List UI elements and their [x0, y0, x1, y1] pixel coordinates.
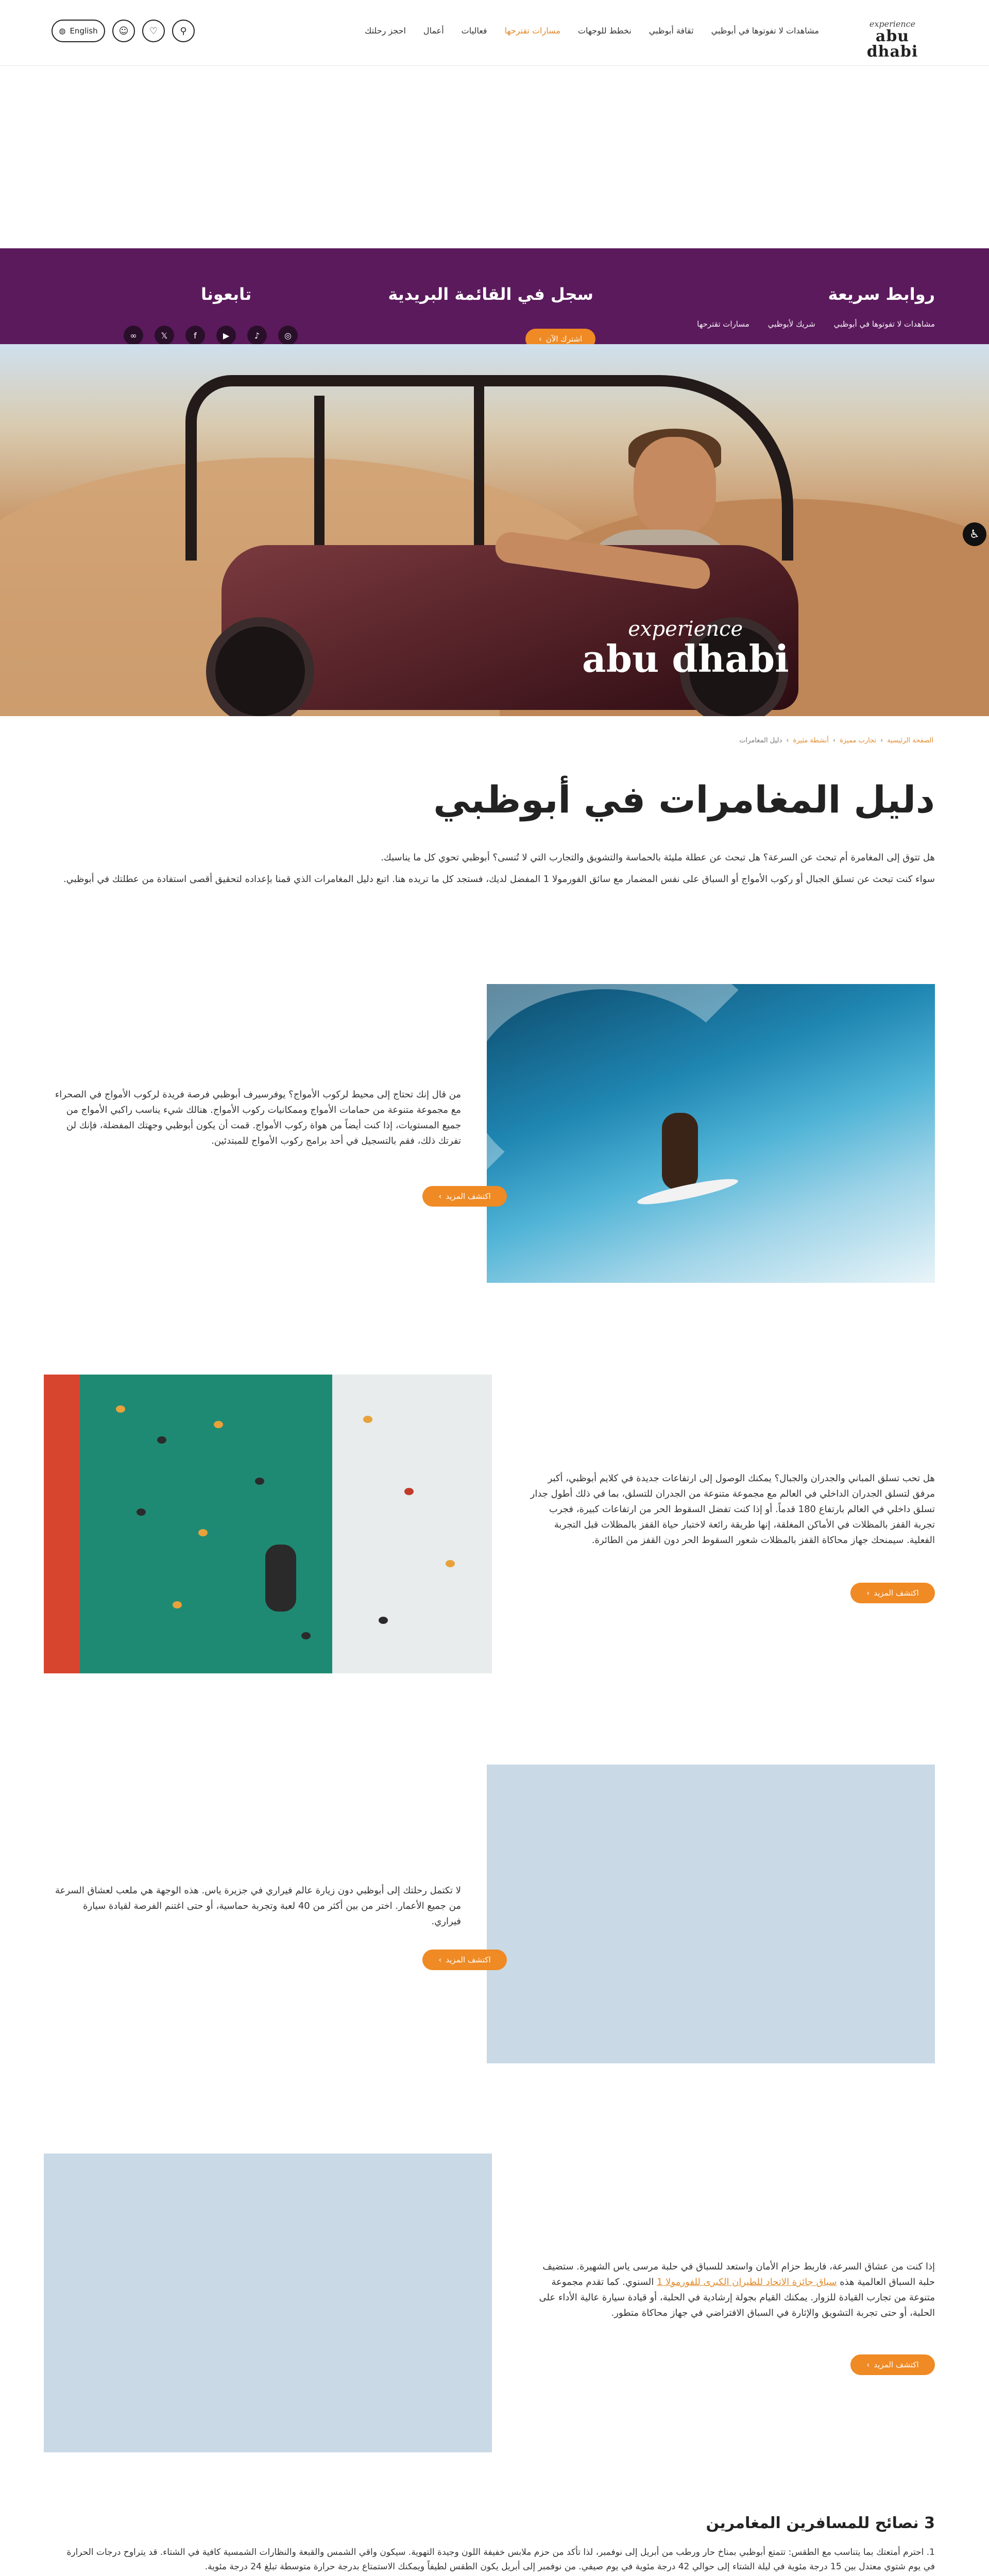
- climbing-image: [44, 1375, 492, 1673]
- hero-image: [0, 344, 989, 716]
- discover-more-button[interactable]: اكتشف المزيد ›: [422, 1186, 507, 1207]
- instagram-icon[interactable]: ◎: [278, 326, 298, 345]
- accessibility-button[interactable]: [963, 522, 986, 546]
- search-button[interactable]: [172, 20, 195, 42]
- language-label: English: [70, 26, 98, 36]
- discover-more-button[interactable]: اكتشف المزيد ›: [850, 2354, 935, 2375]
- logo[interactable]: [850, 20, 935, 60]
- subscribe-label: اشترك الآن: [545, 334, 583, 344]
- arrow-icon: ›: [866, 2360, 870, 2369]
- yas-marina-image: [44, 2154, 492, 2452]
- climber: [265, 1545, 296, 1612]
- nav-item-must-see[interactable]: مشاهدات لا تفوتوها في أبوظبي: [711, 26, 819, 36]
- dune-buggy: [185, 375, 814, 715]
- social-links: [124, 326, 298, 345]
- breadcrumb-separator: ›: [880, 737, 883, 744]
- tripadvisor-icon[interactable]: ∞: [124, 326, 143, 345]
- breadcrumb-item[interactable]: أنشطة مثيرة: [793, 737, 829, 744]
- quick-links: [697, 284, 935, 329]
- nav-item-plan[interactable]: نخطط للوجهات: [577, 26, 632, 36]
- ferrari-world-image: [487, 1765, 935, 2063]
- page-title: دليل المغامرات في أبوظبي: [433, 778, 935, 821]
- quick-links-title: روابط سريعة: [828, 284, 935, 304]
- arrow-icon: ›: [866, 1588, 870, 1598]
- intro-paragraph: هل تتوق إلى المغامرة أم تبحث عن السرعة؟ هل تبحث عن عطلة مليئة بالحماسة والتشويق والتجارب التي لا تُنسى؟ أبوظبي تحوي كل ما يناسبك.: [381, 852, 935, 863]
- user-button[interactable]: [112, 20, 135, 42]
- header-tools: [52, 20, 195, 42]
- tips-list: [54, 2545, 935, 2576]
- nav-item-book[interactable]: احجز رحلتك: [365, 26, 406, 36]
- site-header: [0, 0, 989, 66]
- arrow-icon: ›: [538, 334, 542, 344]
- formula1-link[interactable]: سباق جائزة الاتحاد للطيران الكبرى للفورمولا 1: [656, 2277, 837, 2287]
- breadcrumb-item[interactable]: تجارب مميزة: [840, 737, 877, 744]
- breadcrumb-item[interactable]: الصفحة الرئيسية: [887, 737, 933, 744]
- intro-paragraph: سواء كنت تبحث عن تسلق الجبال أو ركوب الأمواج أو السباق على نفس المضمار مع سائق الفورمولا 1 المفضل لديك، فستجد كل ما تريده هنا. اتبع دليل المغامرات الذي قمنا بإعداده لتحقيق أقصى استفادة من عطلتك في أبوظبي.: [63, 874, 935, 885]
- discover-more-button[interactable]: اكتشف المزيد ›: [850, 1583, 935, 1603]
- nav-item-business[interactable]: أعمال: [423, 26, 444, 36]
- nav-item-culture[interactable]: ثقافة أبوظبي: [649, 26, 694, 36]
- newsletter: [388, 284, 593, 304]
- tips-title: 3 نصائح للمسافرين المغامرين: [706, 2514, 935, 2532]
- surfer: [662, 1113, 698, 1190]
- x-icon[interactable]: 𝕏: [155, 326, 174, 345]
- favorites-button[interactable]: [142, 20, 165, 42]
- arrow-icon: ›: [438, 1192, 442, 1201]
- links-band: [0, 248, 989, 347]
- breadcrumb-separator: ›: [786, 737, 789, 744]
- arrow-icon: ›: [438, 1955, 442, 1964]
- follow-us: [201, 284, 251, 304]
- search-icon: ⚲: [180, 25, 187, 37]
- feature-text-yas-marina: إذا كنت من عشاق السرعة، فاربط حزام الأمان واستعد للسباق في حلبة مرسى ياس الشهيرة. ستضيف حلبة السباق العالمية هذه سباق جائزة الاتحاد للطيران الكبرى للفورمولا 1 السنوي. كما تقدم مجموعة متنوعة من تجارب القيادة للزوار. يمكنك القيام بجولة إرشادية في الحلبة، أو قيادة سيارة عالية الأداء على الحلبة، أو حتى تجربة التشويق والإثارة في السباق الافتراضي في جهاز محاكاة متطور.: [539, 2261, 935, 2318]
- globe-icon: ◍: [59, 26, 66, 36]
- accessibility-icon: ♿: [969, 528, 980, 541]
- tiktok-icon[interactable]: ♪: [247, 326, 267, 345]
- nav-item-itineraries[interactable]: مسارات تقترحها: [504, 26, 560, 36]
- newsletter-title: سجل في القائمة البريدية: [388, 284, 593, 304]
- breadcrumb: [739, 737, 933, 744]
- discover-more-button[interactable]: اكتشف المزيد ›: [422, 1950, 507, 1970]
- language-switch[interactable]: [52, 20, 105, 42]
- quick-link[interactable]: شريك لأبوظبي: [768, 319, 815, 329]
- feature-text-climbing: هل تحب تسلق المباني والجدران والجبال؟ يمكنك الوصول إلى ارتفاعات جديدة في كلايم أبوظبي، أكبر مرفق لتسلق الجدران الداخلي في العالم مع مجموعة متنوعة من الجدران للتسلق، بما في ذلك أطول جدار تسلق داخلي في العالم بارتفاع 180 قدماً. أو إذا كنت تفضل السقوط الحر من ارتفاعات كبيرة، فجرب تجربة القفز بالمظلات في الأماكن المغلقة، إنها طريقة رائعة لاختبار حياة القفز بالمظلات قبل التجربة الفعلية. سيمنحك جهاز محاكاة القفز بالمظلات شعور السقوط الحر دون القفز من الطائرة.: [530, 1473, 935, 1546]
- tip-item: 1. احترم أمتعتك بما يتناسب مع الطقس: تتمتع أبوظبي بمناخ حار ورطب من أبريل إلى نوفمبر، لذا تأكد من حزم ملابس خفيفة اللون وجيدة التهوية. سيكون واقي الشمس والقبعة والنظارات الشمسية كافية في الشتاء. قد يتراوح درجات الحرارة في يوم شتوي معتدل بين 15 درجة مئوية في ليلة الشتاء إلى حوالي 42 درجة مئوية في يوم صيفي. من نوفمبر إلى أبريل يكون الطقس لطيفاً ويمكنك الاستمتاع بدرجة حرارة متوسطة تبلغ 24 درجة مئوية.: [66, 2547, 935, 2572]
- facebook-icon[interactable]: f: [185, 326, 205, 345]
- intro-text: [54, 850, 935, 893]
- quick-link[interactable]: مسارات تقترحها: [697, 319, 749, 329]
- main-nav: [365, 26, 819, 36]
- logo-main-text: abu dhabi: [866, 27, 918, 61]
- hero-brand-mark: experience abu dhabi: [582, 617, 789, 681]
- feature-text-surf: من قال إنك تحتاج إلى محيط لركوب الأمواج؟ يوفرسيرف أبوظبي فرصة فريدة لركوب الأمواج في الصحراء مع مجموعة متنوعة من حمامات الأمواج وممكانيات ركوب الأمواج. هنالك شيء يناسب راكبي الأمواج من جميع المستويات، إذا كنت أيضاً من هواة ركوب الأمواج. قمت أن يكون أبوظبي وجهتك المفضلة، فإنك لن تفرتك ذلك، فقم بالتسجيل في أحد برامج ركوب الأمواج للمبتدئين.: [55, 1089, 461, 1146]
- surf-image: [487, 984, 935, 1283]
- heart-icon: ♡: [149, 25, 158, 37]
- logo-top-text: experience: [869, 19, 916, 29]
- driver: [634, 437, 716, 535]
- quick-link[interactable]: مشاهدات لا تفوتوها في أبوظبي: [833, 319, 935, 329]
- user-icon: ☺: [118, 25, 129, 37]
- follow-title: تابعونا: [201, 284, 252, 304]
- breadcrumb-separator: ›: [832, 737, 836, 744]
- nav-item-events[interactable]: فعاليات: [461, 26, 487, 36]
- breadcrumb-current: دليل المغامرات: [739, 737, 782, 744]
- quick-links-list: [697, 319, 935, 329]
- youtube-icon[interactable]: ▶: [216, 326, 236, 345]
- feature-text-ferrari: لا تكتمل رحلتك إلى أبوظبي دون زيارة عالم فيراري في جزيرة ياس. هذه الوجهة هي ملعب لعشاق السرعة من جميع الأعمار. اختر من بين أكثر من 40 لعبة وتجربة حماسية، أو حتى اغتنم الفرصة لقيادة سيارة فيراري.: [55, 1885, 461, 1927]
